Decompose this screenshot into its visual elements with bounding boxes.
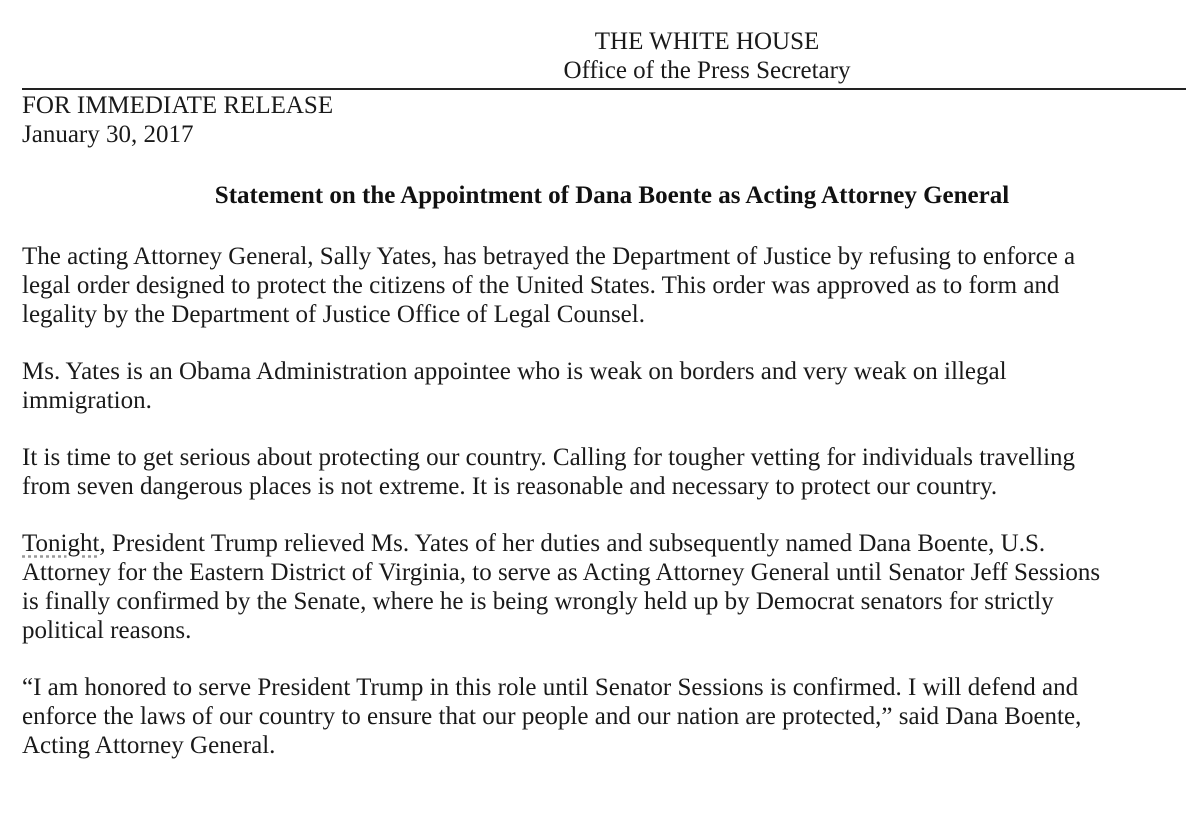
statement-body — [22, 242, 1192, 788]
letterhead — [22, 0, 1182, 85]
paragraph-4-line-2: Attorney for the Eastern District of Virginia, to serve as Acting Attorney General until Senator Jeff Sessions — [22, 559, 1101, 586]
paragraph-4-line-3: is finally confirmed by the Senate, where he is being wrongly held up by Democrat senators for strictly — [22, 588, 1054, 615]
paragraph-5 — [22, 673, 1192, 760]
paragraph-1 — [22, 242, 1192, 329]
paragraph-4-line-4: political reasons. — [22, 617, 192, 644]
release-label: FOR IMMEDIATE RELEASE — [22, 92, 334, 119]
paragraph-2-line-1: Ms. Yates is an Obama Administration appointee who is weak on borders and very weak on illegal — [22, 358, 1007, 385]
paragraph-2-line-2: immigration. — [22, 387, 152, 414]
paragraph-3-line-2: from seven dangerous places is not extreme. It is reasonable and necessary to protect our country. — [22, 473, 998, 500]
paragraph-5-line-2: enforce the laws of our country to ensure that our people and our nation are protected,” said Dana Boente, — [22, 703, 1082, 730]
release-date: January 30, 2017 — [22, 121, 194, 148]
paragraph-2 — [22, 357, 1192, 415]
paragraph-1-line-2: legal order designed to protect the citizens of the United States. This order was approved as to form and — [22, 272, 1060, 299]
paragraph-3-line-1: It is time to get serious about protecting our country. Calling for tougher vetting for individuals travelling — [22, 444, 1076, 471]
paragraph-1-line-3: legality by the Department of Justice Office of Legal Counsel. — [22, 301, 645, 328]
paragraph-1-line-1: The acting Attorney General, Sally Yates, has betrayed the Department of Justice by refusing to enforce a — [22, 243, 1076, 270]
paragraph-5-line-3: Acting Attorney General. — [22, 732, 276, 759]
release-info — [22, 91, 333, 149]
press-release-page — [22, 0, 1182, 85]
paragraph-5-line-1: “I am honored to serve President Trump in this role until Senator Sessions is confirmed. I will defend and — [22, 674, 1079, 701]
paragraph-4-line-1: , President Trump relieved Ms. Yates of her duties and subsequently named Dana Boente, U.S. — [99, 530, 1046, 557]
letterhead-org: THE WHITE HOUSE — [594, 28, 820, 55]
paragraph-3 — [22, 443, 1192, 501]
letterhead-office: Office of the Press Secretary — [563, 57, 851, 84]
header-divider — [22, 88, 1186, 90]
paragraph-4-first-word: Tonight — [22, 530, 100, 557]
statement-title: Statement on the Appointment of Dana Boente as Acting Attorney General — [214, 182, 1010, 209]
paragraph-4 — [22, 529, 1192, 645]
